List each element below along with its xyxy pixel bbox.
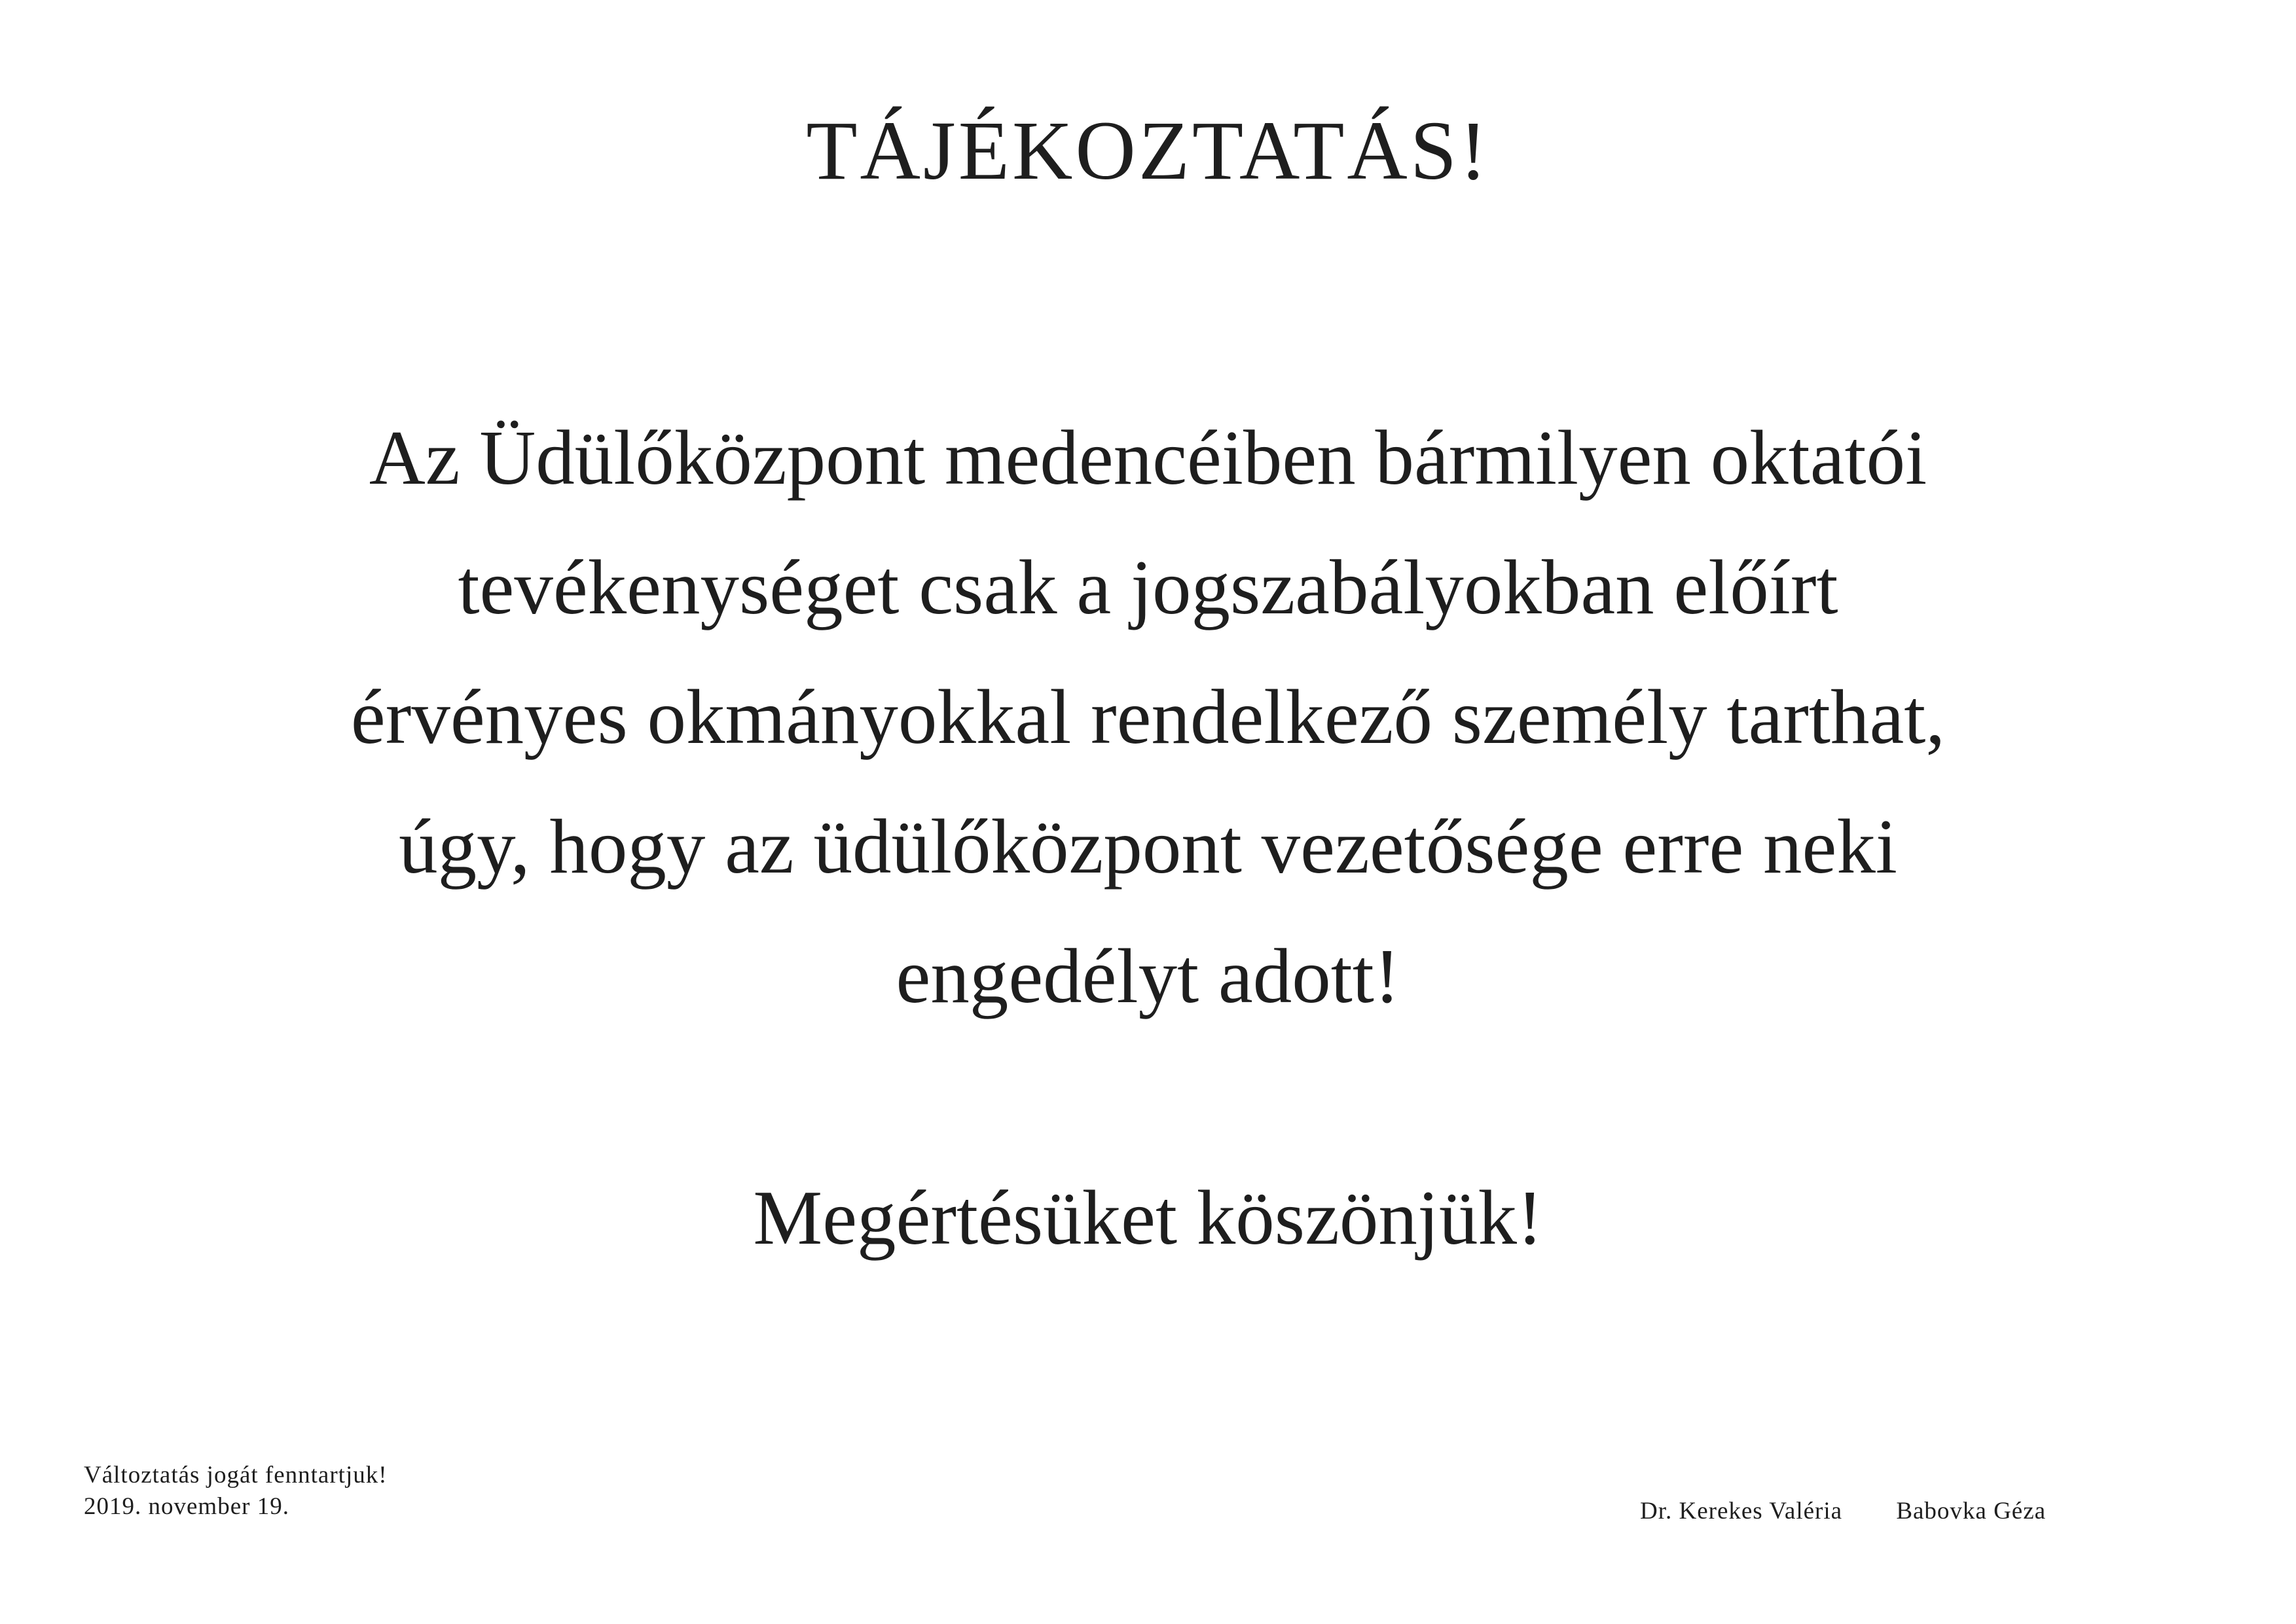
closing-text: Megértésüket köszönjük! — [753, 1174, 1543, 1261]
notice-body-line: Az Üdülőközpont medencéiben bármilyen oktatói — [369, 414, 1927, 501]
disclaimer-text: Változtatás jogát fenntartjuk! — [84, 1462, 388, 1489]
notice-body-line: tevékenységet csak a jogszabályokban előírt — [458, 544, 1838, 630]
signatory-name: Dr. Kerekes Valéria — [1640, 1498, 1843, 1525]
notice-body-line: érvényes okmányokkal rendelkező személy tarthat, — [350, 674, 1946, 760]
notice-body-line: engedélyt adott! — [896, 933, 1400, 1019]
signatory-name: Babovka Géza — [1896, 1498, 2047, 1525]
signatories — [1640, 1496, 2046, 1527]
notice-title: TÁJÉKOZTATÁS! — [806, 104, 1490, 197]
notice-body-line: úgy, hogy az üdülőközpont vezetősége erre neki — [399, 803, 1897, 890]
date-text: 2019. november 19. — [84, 1493, 289, 1520]
notice-body — [98, 393, 2198, 1041]
footer-notes — [84, 1460, 388, 1523]
